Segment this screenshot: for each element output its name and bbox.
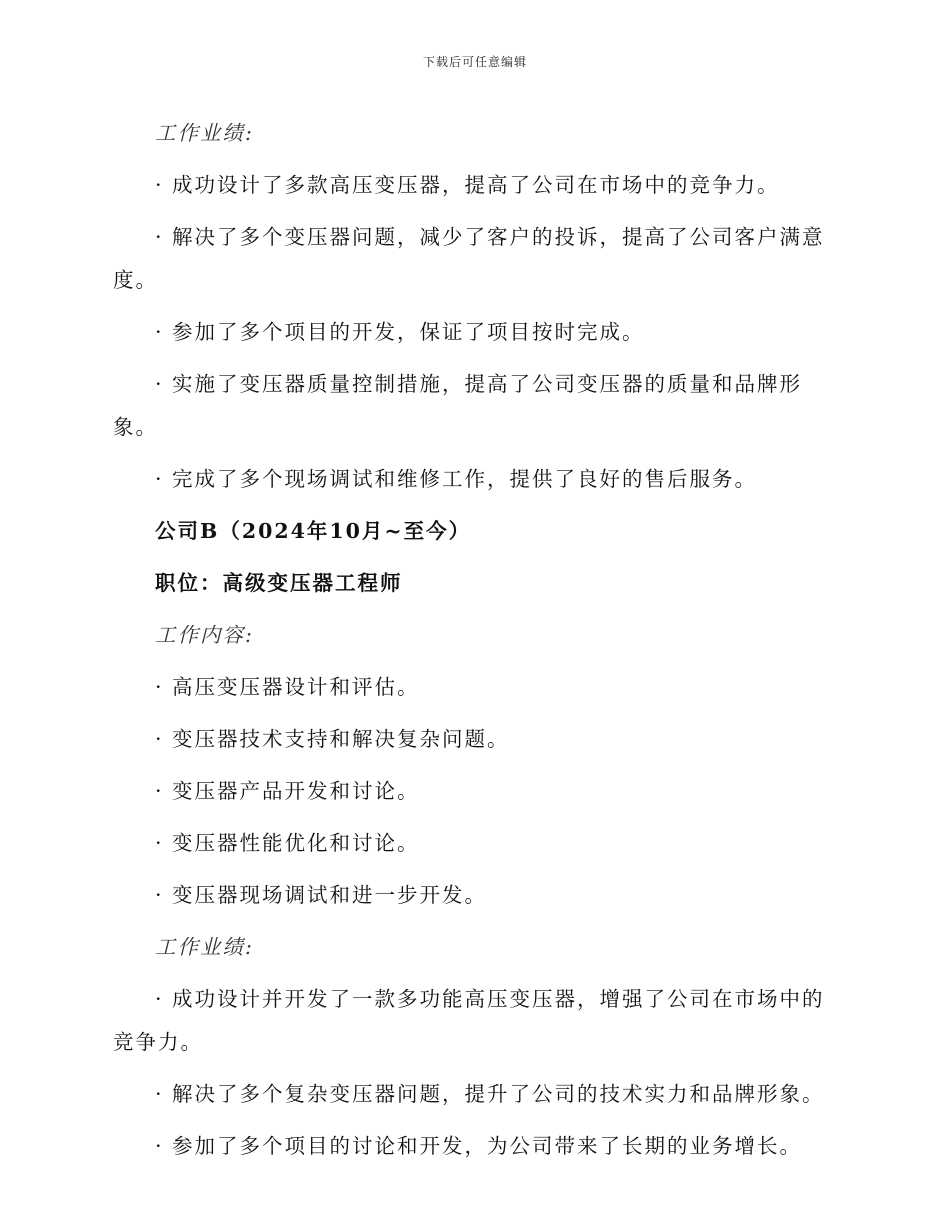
bullet-item: · 变压器产品开发和讨论。 <box>155 779 420 803</box>
bullet-item: · 实施了变压器质量控制措施，提高了公司变压器的质量和品牌形象。 <box>113 372 803 439</box>
document-body <box>113 112 828 1177</box>
section-heading-achievements: 工作业绩: <box>155 121 254 145</box>
bullet-item: · 变压器技术支持和解决复杂问题。 <box>155 727 510 751</box>
section-heading-achievements-2: 工作业绩: <box>155 935 254 959</box>
position-heading: 职位：高级变压器工程师 <box>155 571 403 595</box>
bullet-item: · 变压器性能优化和讨论。 <box>155 831 420 855</box>
bullet-item: · 高压变压器设计和评估。 <box>155 675 420 699</box>
bullet-item: · 参加了多个项目的开发，保证了项目按时完成。 <box>155 320 645 344</box>
bullet-item: · 成功设计并开发了一款多功能高压变压器，增强了公司在市场中的竞争力。 <box>113 987 825 1054</box>
company-heading: 公司B（2024年10月~至今） <box>155 519 472 543</box>
bullet-item: · 参加了多个项目的讨论和开发，为公司带来了长期的业务增长。 <box>155 1134 803 1158</box>
bullet-item: · 变压器现场调试和进一步开发。 <box>155 883 488 907</box>
section-heading-duties: 工作内容: <box>155 623 254 647</box>
bullet-item: · 解决了多个变压器问题，减少了客户的投诉，提高了公司客户满意度。 <box>113 225 825 292</box>
bullet-item: · 成功设计了多款高压变压器，提高了公司在市场中的竞争力。 <box>155 173 780 197</box>
bullet-item: · 完成了多个现场调试和维修工作，提供了良好的售后服务。 <box>155 467 758 491</box>
page-header-note: 下载后可任意编辑 <box>422 55 527 69</box>
bullet-item: · 解决了多个复杂变压器问题，提升了公司的技术实力和品牌形象。 <box>155 1082 825 1106</box>
